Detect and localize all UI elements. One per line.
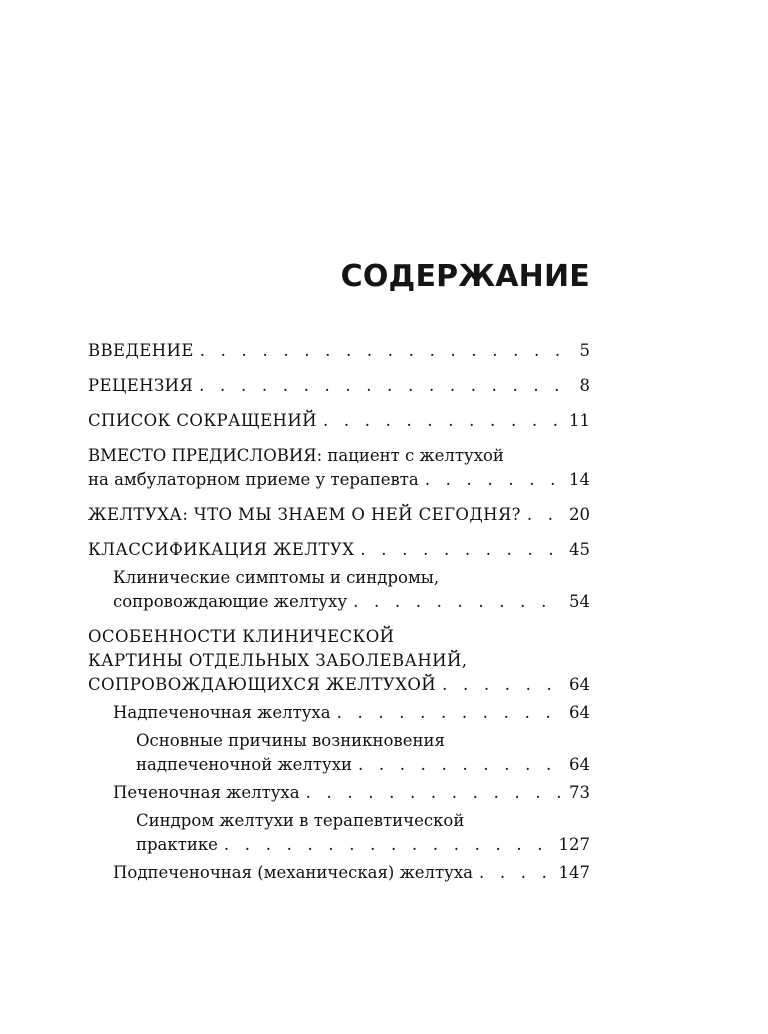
dot-leader [347, 590, 563, 614]
toc-entry-review[interactable] [88, 374, 590, 398]
toc-entry-title-continued: надпеченочной желтухи [136, 755, 353, 774]
toc-page-number: 5 [579, 341, 590, 360]
table-of-contents [88, 339, 590, 885]
toc-entry-title-continued: СОПРОВОЖДАЮЩИХСЯ ЖЕЛТУХОЙ [88, 675, 437, 694]
page-title: СОДЕРЖАНИЕ [340, 259, 590, 294]
toc-entry-title: ВМЕСТО ПРЕДИСЛОВИЯ: пациент с желтухой [88, 446, 504, 465]
toc-entry-clinical-features[interactable] [88, 625, 590, 697]
toc-page-number: 54 [569, 592, 590, 611]
dot-leader [194, 339, 570, 363]
toc-entry-prehepatic-causes[interactable] [136, 729, 590, 777]
toc-entry-title: Клинические симптомы и синдромы, [113, 568, 440, 587]
toc-entry-title: РЕЦЕНЗИЯ [88, 376, 194, 395]
toc-entry-jaundice-today[interactable] [88, 503, 590, 527]
toc-page-number: 64 [569, 755, 590, 774]
toc-entry-title: Основные причины возникновения [136, 731, 445, 750]
toc-entry-title: Подпеченочная (механическая) желтуха [113, 863, 473, 882]
dot-leader [352, 753, 563, 777]
toc-page-number: 11 [569, 411, 590, 430]
toc-page-number: 8 [579, 376, 590, 395]
dot-leader [331, 701, 563, 725]
dot-leader [193, 374, 570, 398]
toc-entry-title: ЖЕЛТУХА: ЧТО МЫ ЗНАЕМ О НЕЙ СЕГОДНЯ? [88, 505, 521, 524]
toc-entry-therapeutic-practice[interactable] [136, 809, 590, 857]
dot-leader [218, 833, 553, 857]
toc-entry-title-continued: КАРТИНЫ ОТДЕЛЬНЫХ ЗАБОЛЕВАНИЙ, [88, 651, 468, 670]
toc-page-number: 64 [569, 675, 590, 694]
toc-entry-classification[interactable] [88, 538, 590, 562]
toc-entry-title: КЛАССИФИКАЦИЯ ЖЕЛТУХ [88, 540, 355, 559]
toc-entry-introduction[interactable] [88, 339, 590, 363]
dot-leader [419, 468, 563, 492]
toc-entry-title: ВВЕДЕНИЕ [88, 341, 194, 360]
toc-entry-title: СПИСОК СОКРАЩЕНИЙ [88, 411, 317, 430]
toc-page-number: 45 [569, 540, 590, 559]
toc-entry-prehepatic[interactable] [113, 701, 590, 725]
dot-leader [317, 409, 563, 433]
toc-entry-title: Печеночная желтуха [113, 783, 300, 802]
toc-entry-title-continued: на амбулаторном приеме у терапевта [88, 470, 419, 489]
toc-page-number: 64 [569, 703, 590, 722]
toc-entry-title: ОСОБЕННОСТИ КЛИНИЧЕСКОЙ [88, 627, 395, 646]
toc-entry-title: Надпеченочная желтуха [113, 703, 331, 722]
toc-page-number: 73 [569, 783, 590, 802]
dot-leader [354, 538, 563, 562]
toc-entry-hepatic[interactable] [113, 781, 590, 805]
toc-entry-clinical-symptoms[interactable] [113, 566, 590, 614]
toc-entry-abbreviations[interactable] [88, 409, 590, 433]
dot-leader [473, 861, 553, 885]
toc-entry-instead-of-preface[interactable] [88, 444, 590, 492]
toc-entry-title-continued: практике [136, 835, 218, 854]
dot-leader [436, 673, 563, 697]
toc-page-number: 20 [569, 505, 590, 524]
toc-page-number: 127 [558, 835, 590, 854]
toc-entry-posthepatic[interactable] [113, 861, 590, 885]
toc-entry-title: Синдром желтухи в терапевтической [136, 811, 465, 830]
dot-leader [300, 781, 563, 805]
toc-page-number: 147 [558, 863, 590, 882]
dot-leader [521, 503, 563, 527]
toc-page-number: 14 [569, 470, 590, 489]
toc-entry-title-continued: сопровождающие желтуху [113, 592, 348, 611]
